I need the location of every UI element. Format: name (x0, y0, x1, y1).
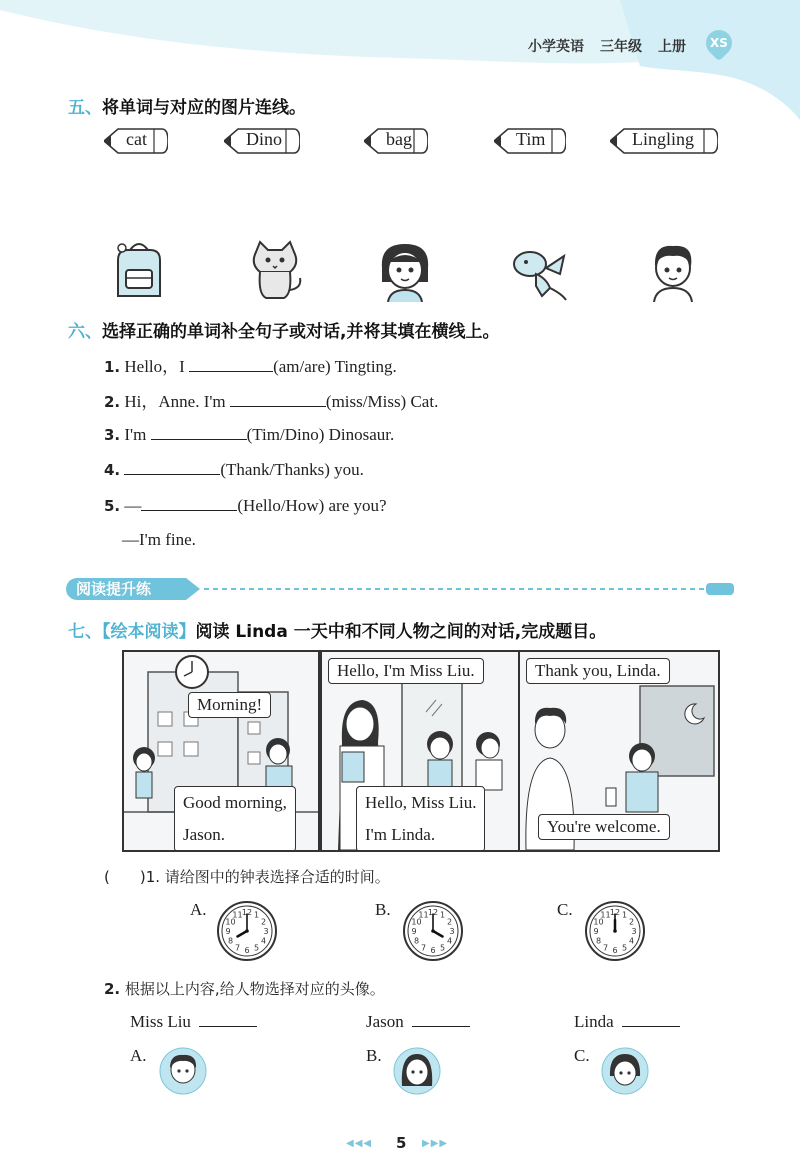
header-grade: 三年级 (600, 39, 642, 55)
q1-option-a-label[interactable]: A. (190, 900, 207, 919)
header-volume: 上册 (658, 39, 686, 55)
fill-blank-item-5: 5. — (Hello/How) are you? (104, 496, 387, 515)
word-label: Tim (516, 129, 546, 149)
avatar-option-c-label: C. (574, 1046, 590, 1065)
svg-text:4: 4 (260, 936, 267, 946)
svg-text:8: 8 (227, 936, 234, 946)
svg-text:5: 5 (621, 943, 628, 953)
dinosaur-picture (506, 238, 568, 302)
word-pencil-bag[interactable] (364, 128, 428, 154)
svg-text:11: 11 (600, 910, 611, 920)
svg-text:4: 4 (628, 936, 635, 946)
person-miss-liu: Miss Liu (130, 1012, 257, 1032)
word-label: Lingling (632, 129, 694, 149)
cat-picture (244, 238, 306, 302)
bubble-hello-im-linda: Hello, Miss Liu. I'm Linda. (356, 786, 485, 852)
svg-text:11: 11 (418, 910, 429, 920)
reading-banner: 阅读提升练 (66, 578, 186, 600)
bubble-thank-you-linda: Thank you, Linda. (526, 658, 670, 684)
svg-text:10: 10 (225, 917, 236, 927)
page-number: 5 (396, 1134, 407, 1152)
svg-text:11: 11 (232, 910, 243, 920)
boy-picture (642, 238, 704, 302)
avatar-option-b-label: B. (366, 1046, 382, 1065)
svg-text:12: 12 (609, 908, 621, 917)
answer-blank-2[interactable] (230, 390, 326, 407)
svg-text:7: 7 (234, 943, 241, 953)
boy-avatar-icon[interactable] (158, 1046, 208, 1096)
bubble-good-morning-jason: Good morning, Jason. (174, 786, 296, 852)
clock-icon-a[interactable] (216, 900, 278, 962)
svg-text:6: 6 (430, 946, 436, 955)
word-label: bag (386, 129, 412, 149)
section5-title: 五、将单词与对应的图片连线。 (68, 98, 306, 118)
svg-text:5: 5 (253, 943, 260, 953)
footer-right-arrows: ▶▶▶ (422, 1138, 449, 1149)
girl-picture (374, 238, 436, 302)
svg-text:1: 1 (439, 910, 446, 920)
answer-blank-1[interactable] (189, 355, 273, 372)
svg-text:12: 12 (427, 908, 439, 917)
svg-text:6: 6 (612, 946, 618, 955)
svg-text:3: 3 (449, 927, 455, 936)
bubble-morning: Morning! (188, 692, 271, 718)
svg-text:1: 1 (253, 910, 260, 920)
q1-option-c-label[interactable]: C. (557, 900, 573, 919)
svg-text:2: 2 (628, 917, 635, 927)
header-subject: 小学英语 (528, 39, 584, 55)
bubble-hello-miss-liu: Hello, I'm Miss Liu. (328, 658, 484, 684)
section6-title: 六、选择正确的单词补全句子或对话,并将其填在横线上。 (68, 322, 500, 342)
word-label: cat (126, 129, 147, 149)
bubble-youre-welcome: You're welcome. (538, 814, 670, 840)
svg-text:10: 10 (593, 917, 604, 927)
svg-text:1: 1 (621, 910, 628, 920)
answer-blank-3[interactable] (151, 423, 247, 440)
dialog-reply: —I'm fine. (122, 530, 196, 549)
word-label: Dino (246, 129, 282, 149)
comic-panel-2 (320, 650, 520, 852)
q1-answer-paren[interactable]: ( ) (104, 868, 146, 886)
answer-blank-linda[interactable] (622, 1012, 680, 1027)
q1-line: ( )1. 请给图中的钟表选择合适的时间。 (104, 868, 390, 886)
answer-blank-5[interactable] (141, 494, 237, 511)
svg-text:12: 12 (241, 908, 253, 917)
svg-text:4: 4 (446, 936, 453, 946)
svg-text:5: 5 (439, 943, 446, 953)
word-pencil-lingling[interactable] (610, 128, 718, 154)
fill-blank-item-3: 3. I'm (Tim/Dino) Dinosaur. (104, 425, 395, 444)
backpack-picture (108, 238, 170, 302)
person-linda: Linda (574, 1012, 680, 1032)
section7-title: 七、【绘本阅读】阅读 Linda 一天中和不同人物之间的对话,完成题目。 (68, 622, 607, 642)
publisher-logo: XS (701, 25, 738, 62)
clock-icon-b[interactable] (402, 900, 464, 962)
word-pencil-dino[interactable] (224, 128, 300, 154)
answer-blank-jason[interactable] (412, 1012, 470, 1027)
svg-text:2: 2 (446, 917, 453, 927)
svg-text:10: 10 (411, 917, 422, 927)
word-pencil-tim[interactable] (494, 128, 566, 154)
svg-text:7: 7 (602, 943, 609, 953)
svg-text:7: 7 (420, 943, 427, 953)
girl-avatar-icon[interactable] (600, 1046, 650, 1096)
avatar-option-a-label: A. (130, 1046, 147, 1065)
comic-panel-3 (518, 650, 720, 852)
comic-panel-1 (122, 650, 320, 852)
person-jason: Jason (366, 1012, 470, 1032)
svg-text:3: 3 (263, 927, 269, 936)
fill-blank-item-1: 1. Hello，I (am/are) Tingting. (104, 357, 397, 376)
woman-avatar-icon[interactable] (392, 1046, 442, 1096)
banner-dashed-line (186, 578, 736, 600)
word-pencil-cat[interactable] (104, 128, 168, 154)
svg-text:9: 9 (225, 927, 231, 936)
q1-option-b-label[interactable]: B. (375, 900, 391, 919)
svg-text:9: 9 (411, 927, 417, 936)
svg-text:8: 8 (595, 936, 602, 946)
q2-line: 2. 根据以上内容,给人物选择对应的头像。 (104, 980, 385, 998)
svg-text:2: 2 (260, 917, 267, 927)
answer-blank-miss-liu[interactable] (199, 1012, 257, 1027)
fill-blank-item-2: 2. Hi，Anne. I'm (miss/Miss) Cat. (104, 392, 439, 411)
answer-blank-4[interactable] (124, 458, 220, 475)
clock-icon-c[interactable] (584, 900, 646, 962)
svg-text:9: 9 (593, 927, 599, 936)
svg-text:6: 6 (244, 946, 250, 955)
footer-left-arrows: ◀◀◀ (346, 1138, 373, 1149)
fill-blank-item-4: 4. (Thank/Thanks) you. (104, 460, 364, 479)
svg-text:8: 8 (413, 936, 420, 946)
svg-text:3: 3 (631, 927, 637, 936)
